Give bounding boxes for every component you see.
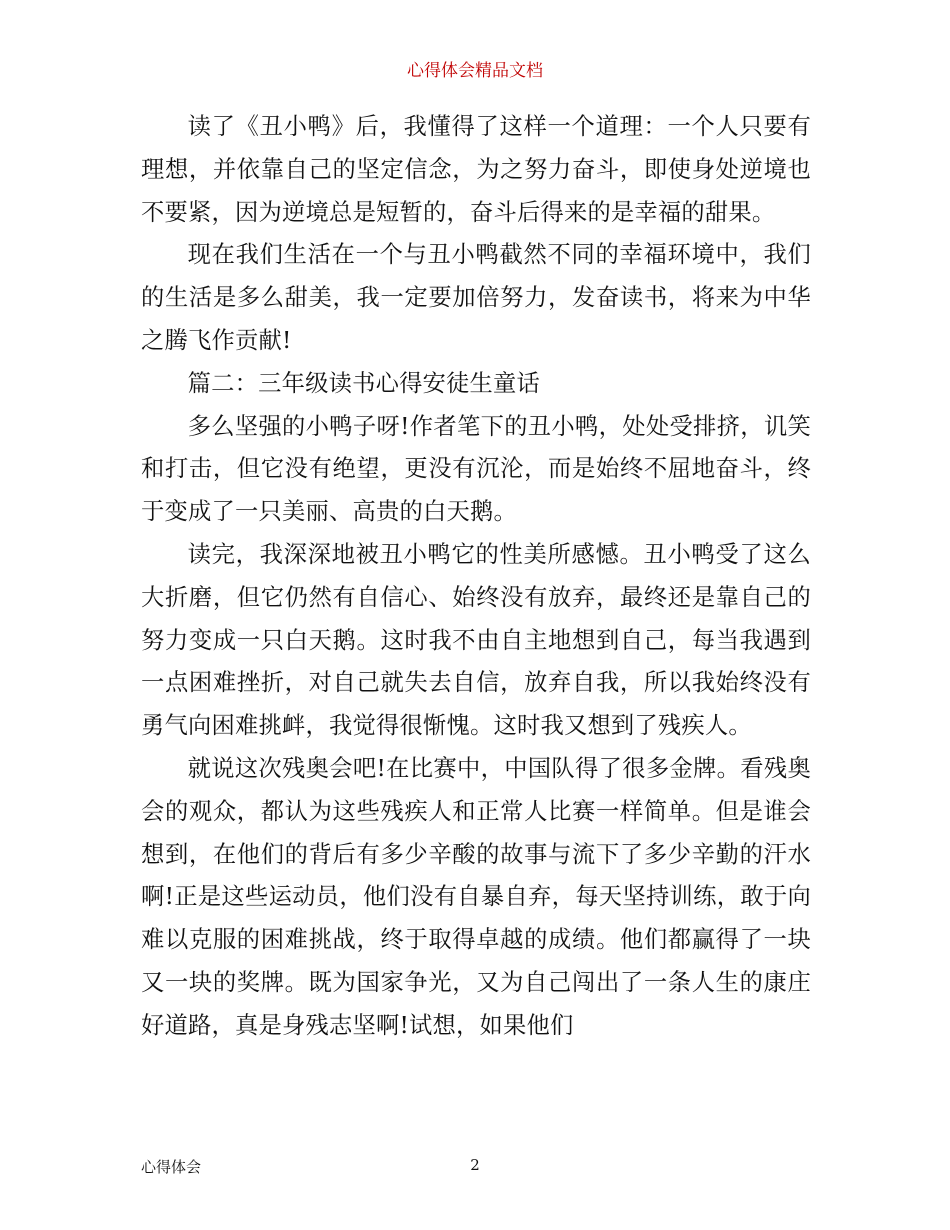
paragraph-3: 多么坚强的小鸭子呀!作者笔下的丑小鸭，处处受排挤，讥笑和打击，但它没有绝望，更没有沉沦，而是始终不屈地奋斗，终于变成了一只美丽、高贵的白天鹅。 xyxy=(141,412,811,526)
paragraph-2: 现在我们生活在一个与丑小鸭截然不同的幸福环境中，我们的生活是多么甜美，我一定要加倍努力，发奋读书，将来为中华之腾飞作贡献! xyxy=(141,241,811,354)
header-title: 心得体会精品文档 xyxy=(407,61,543,81)
page-number: 2 xyxy=(470,1156,480,1174)
paragraph-5: 就说这次残奥会吧!在比赛中，中国队得了很多金牌。看残奥会的观众，都认为这些残疾人和正常人比赛一样简单。但是谁会想到，在他们的背后有多少辛酸的故事与流下了多少辛勤的汗水啊!正是这些运动员，他们没有自暴自弃，每天坚持训练，敢于向难以克服的困难挑战，终于取得卓越的成绩。他们都赢得了一块又一块的奖牌。既为国家争光，又为自己闯出了一条人生的康庄好道路，真是身残志坚啊!试想，如果他们 xyxy=(141,754,811,1039)
paragraph-4: 读完，我深深地被丑小鸭它的性美所感憾。丑小鸭受了这么大折磨，但它仍然有自信心、始终没有放弃，最终还是靠自己的努力变成一只白天鹅。这时我不由自主地想到自己，每当我遇到一点困难挫折，对自己就失去自信，放弃自我，所以我始终没有勇气向困难挑衅，我觉得很惭愧。这时我又想到了残疾人。 xyxy=(141,540,811,740)
paragraph-1: 读了《丑小鸭》后，我懂得了这样一个道理：一个人只要有理想，并依靠自己的坚定信念，为之努力奋斗，即使身处逆境也不要紧，因为逆境总是短暂的，奋斗后得来的是幸福的甜果。 xyxy=(141,113,811,226)
section-heading: 篇二：三年级读书心得安徒生童话 xyxy=(187,369,541,397)
footer-label: 心得体会 xyxy=(141,1158,202,1176)
document-body xyxy=(141,106,811,1048)
